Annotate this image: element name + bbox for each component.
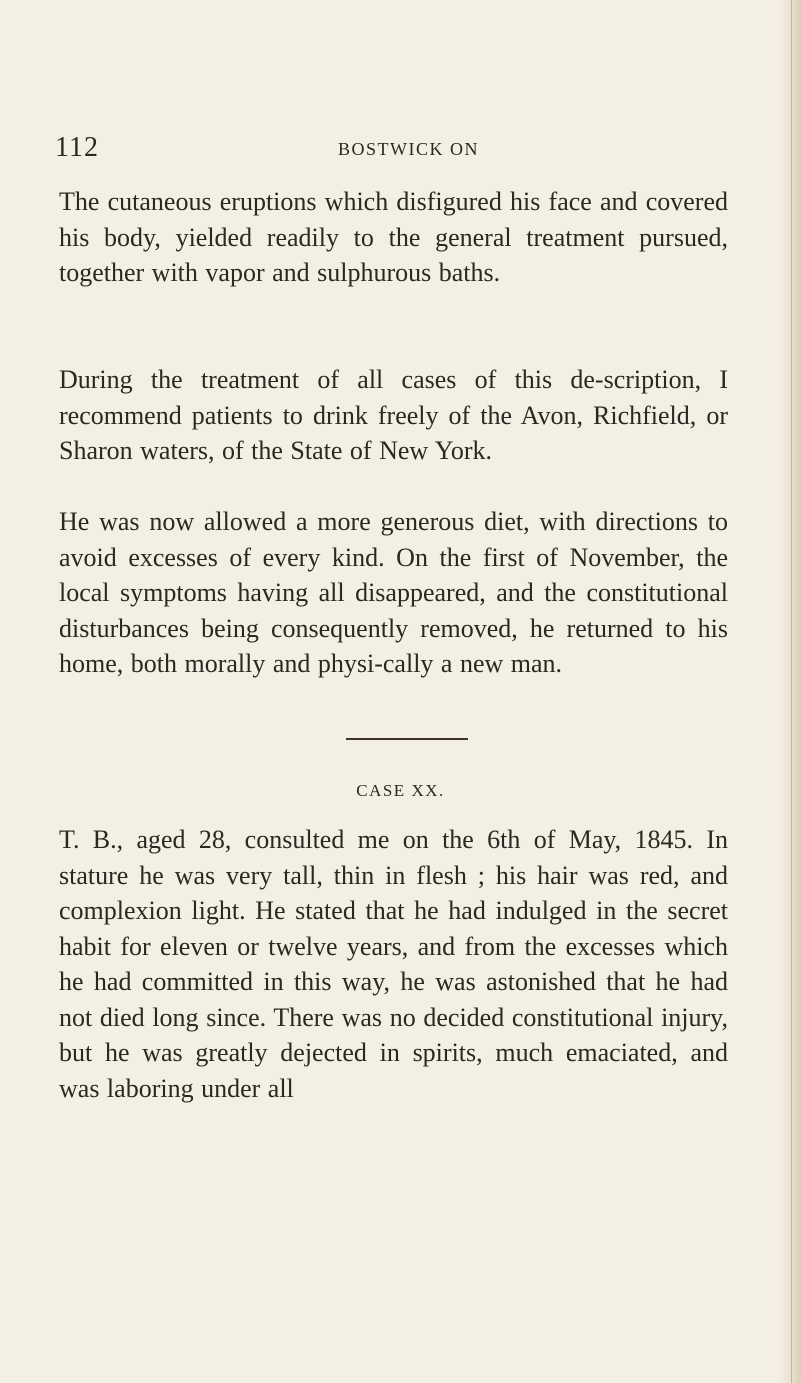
paragraph-4: T. B., aged 28, consulted me on the 6th of May, 1845. In stature he was very tall, thin in flesh ; his hair was red, and complexion light. He stated that he had indulged in the secret habit for eleven or twelve years, and from the excesses which he had committed in this way, he was astonished that he had not died long since. There was no decided constitutional injury, but he was greatly dejected in spirits, much emaciated, and was laboring under all [59,825,728,1103]
section-divider [346,738,468,740]
paragraph-1: The cutaneous eruptions which disfigured his face and covered his body, yielded readily to the general treatment pursued, together with vapor and sulphurous baths. [59,187,728,287]
paragraph-3: He was now allowed a more generous diet, with directions to avoid excesses of every kind. On the first of November, the local symptoms having all disappeared, and the constitutional disturbances being consequently removed, he returned to his home, both morally and physi-cally a new man. [59,507,728,678]
page-edge-line [791,0,792,1383]
running-head: BOSTWICK ON [338,139,479,159]
page-number: 112 [55,132,99,163]
page-header [0,133,801,163]
page-edge-shadow [779,0,801,1383]
paragraph-2: During the treatment of all cases of this de-scription, I recommend patients to drink freely of the Avon, Richfield, or Sharon waters, of the State of New York. [59,365,728,465]
case-heading: CASE XX. [356,781,445,800]
